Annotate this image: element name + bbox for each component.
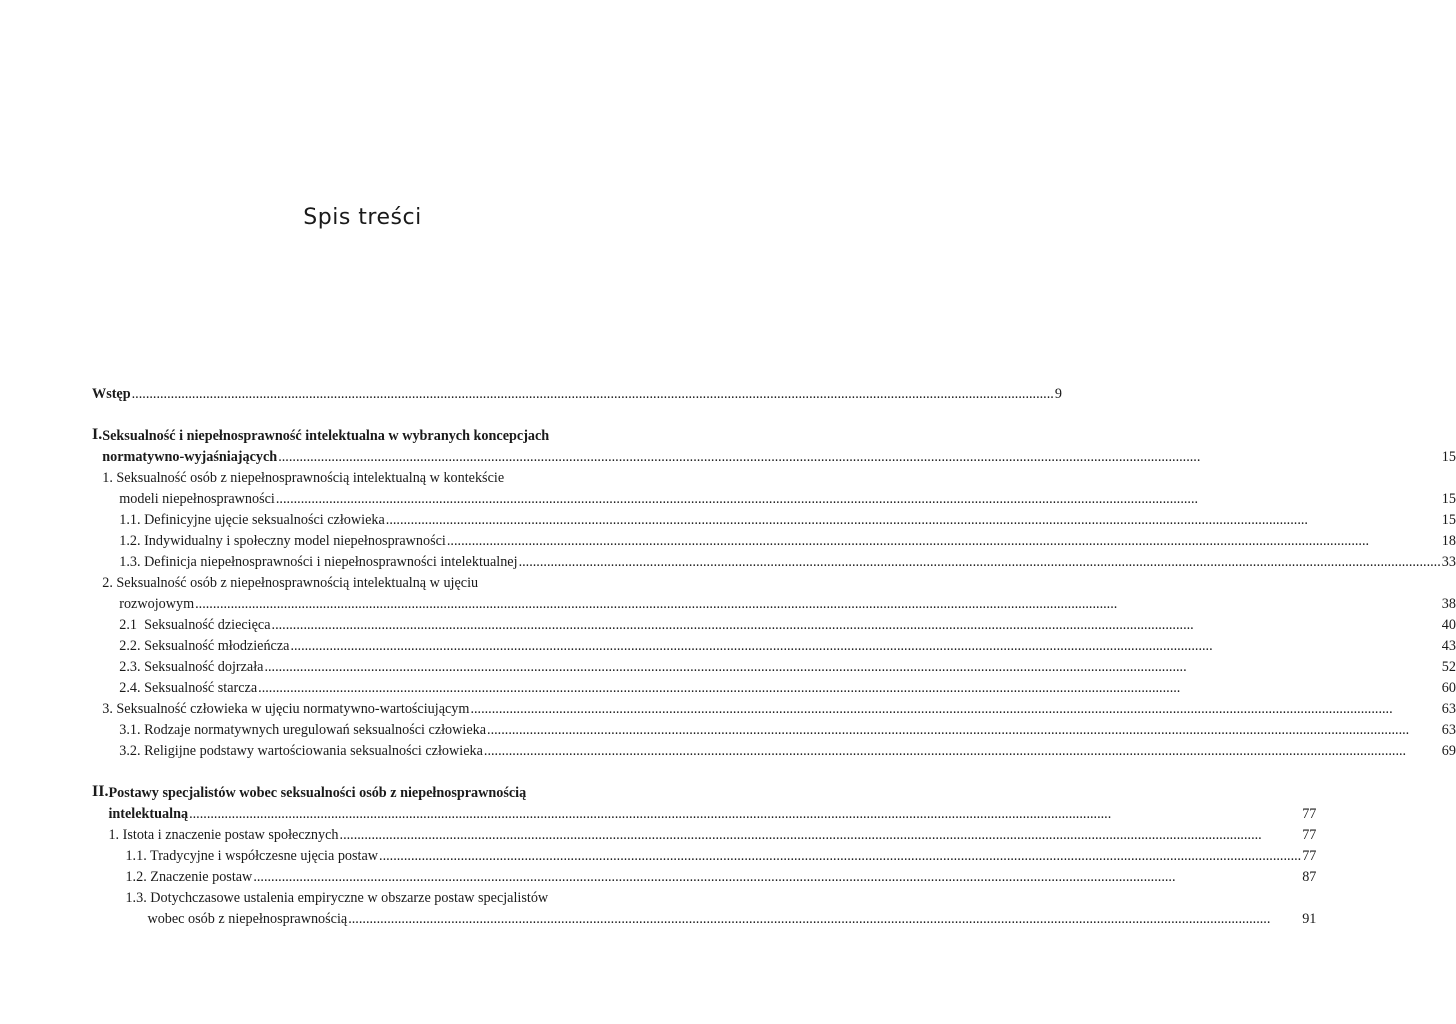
toc-page-number: 60: [1441, 680, 1456, 696]
toc-page-number: 9: [1054, 386, 1062, 402]
toc-entry-3-1: [102, 720, 1456, 741]
toc-entry-label: 1.2. Znaczenie postaw: [125, 869, 253, 885]
toc-entry-label: 2.4. Seksualność starcza: [119, 680, 258, 696]
leader-dots: [278, 447, 1441, 468]
leader-dots: [264, 657, 1440, 678]
toc-chapter-1: [92, 426, 1456, 762]
toc-page-number: 63: [1441, 722, 1456, 738]
toc-entry-ii-1-1: [108, 846, 1316, 867]
toc-page-number: 63: [1441, 701, 1456, 717]
toc-entry-label: 1.1. Definicyjne ujęcie seksualności człowieka: [119, 512, 385, 528]
toc-entry-label: 1. Istota i znaczenie postaw społecznych: [108, 827, 339, 843]
chapter-title-line2: intelektualną: [108, 806, 189, 822]
leader-dots: [348, 909, 1301, 930]
toc-entry-1-2: [102, 531, 1456, 552]
leader-dots: [290, 636, 1440, 657]
page-title: Spis treści: [303, 204, 422, 230]
leader-dots: [379, 846, 1301, 867]
leader-dots: [189, 804, 1301, 825]
toc-entry-3: [102, 699, 1456, 720]
toc-entry-label: 1.1. Tradycyjne i współczesne ujęcia postaw: [125, 848, 379, 864]
leader-dots: [195, 594, 1441, 615]
toc-entry-2-4: [102, 678, 1456, 699]
toc-page-number: 40: [1441, 617, 1456, 633]
leader-dots: [258, 678, 1441, 699]
toc-entry-1: [102, 489, 1456, 510]
toc-entry-2-1: [102, 615, 1456, 636]
toc-section-2-line2: rozwojowym: [119, 596, 195, 612]
toc-entry-label: Wstęp: [92, 386, 131, 402]
toc-entry-2: [102, 594, 1456, 615]
toc-page-number: 15: [1441, 512, 1456, 528]
leader-dots: [519, 552, 1441, 573]
toc-page-number: 38: [1441, 596, 1456, 612]
chapter-title-line1: Seksualność i niepełnosprawność intelektualna w wybranych koncepcjach: [102, 428, 550, 444]
chapter-title-line1: Postawy specjalistów wobec seksualności osób z niepełnosprawnością: [108, 785, 527, 801]
toc-section-1-line2: modeli niepełnosprawności: [119, 491, 275, 507]
toc-entry-ii-1-3: [108, 909, 1316, 930]
chapter-number: I.: [92, 426, 103, 443]
toc-entry-ii-1-3-line1: 1.3. Dotychczasowe ustalenia empiryczne w obszarze postaw specjalistów: [125, 890, 549, 906]
toc-page-number: 33: [1441, 554, 1456, 570]
chapter-number: II.: [92, 783, 109, 800]
toc-page-number: 77: [1302, 848, 1317, 864]
toc-entry-3-2: [102, 741, 1456, 762]
toc-section-2-line1: 2. Seksualność osób z niepełnosprawnością intelektualną w ujęciu: [102, 575, 479, 591]
toc-entry-1-3: [102, 552, 1456, 573]
toc-page-number: 77: [1302, 806, 1317, 822]
toc-page-number: 15: [1441, 449, 1456, 465]
toc-entry-label: 1.3. Definicja niepełnosprawności i niepełnosprawności intelektualnej: [119, 554, 518, 570]
toc-page-number: 18: [1441, 533, 1456, 549]
toc-page-number: 69: [1441, 743, 1456, 759]
toc-entry-ii-1: [108, 825, 1316, 846]
toc-entry-chapter-2: [108, 804, 1316, 825]
toc-entry-ii-1-2: [108, 867, 1316, 888]
leader-dots: [276, 489, 1441, 510]
toc-page-number: 87: [1302, 869, 1317, 885]
table-of-contents: [92, 384, 1456, 930]
toc-entry-2-3: [102, 657, 1456, 678]
toc-entry-label: 2.2. Seksualność młodzieńcza: [119, 638, 290, 654]
leader-dots: [487, 720, 1441, 741]
toc-entry-label: 3.1. Rodzaje normatywnych uregulowań seksualności człowieka: [119, 722, 487, 738]
toc-page-number: 15: [1441, 491, 1456, 507]
toc-entry-label: 3. Seksualność człowieka w ujęciu normatywno-wartościujący​m: [102, 701, 470, 717]
toc-entry-label: 1.2. Indywidualny i społeczny model niepełnosprawności: [119, 533, 446, 549]
toc-entry-label: 2.3. Seksualność dojrzała: [119, 659, 264, 675]
toc-entry-label: 3.2. Religijne podstawy wartościowania seksualności człowieka: [119, 743, 483, 759]
toc-page-number: 91: [1302, 911, 1317, 927]
toc-entry-label: 2.1 Seksualność dziecięca: [119, 617, 271, 633]
toc-page-number: 77: [1302, 827, 1317, 843]
toc-entry-2-2: [102, 636, 1456, 657]
leader-dots: [272, 615, 1441, 636]
leader-dots: [253, 867, 1301, 888]
toc-entry-1-1: [102, 510, 1456, 531]
leader-dots: [470, 699, 1440, 720]
leader-dots: [340, 825, 1302, 846]
toc-entry-ii-1-3-line2: wobec osób z niepełnosprawnością: [147, 911, 348, 927]
toc-page-number: 52: [1441, 659, 1456, 675]
toc-entry-chapter-1: [102, 447, 1456, 468]
toc-section-1-line1: 1. Seksualność osób z niepełnosprawnością intelektualną w kontekście: [102, 470, 505, 486]
leader-dots: [447, 531, 1441, 552]
toc-entry-intro: [92, 384, 1062, 405]
toc-page-number: 43: [1441, 638, 1456, 654]
leader-dots: [132, 384, 1054, 405]
leader-dots: [386, 510, 1441, 531]
toc-chapter-2: [92, 783, 1317, 930]
chapter-title-line2: normatywno-wyjaśniających: [102, 449, 278, 465]
leader-dots: [484, 741, 1441, 762]
